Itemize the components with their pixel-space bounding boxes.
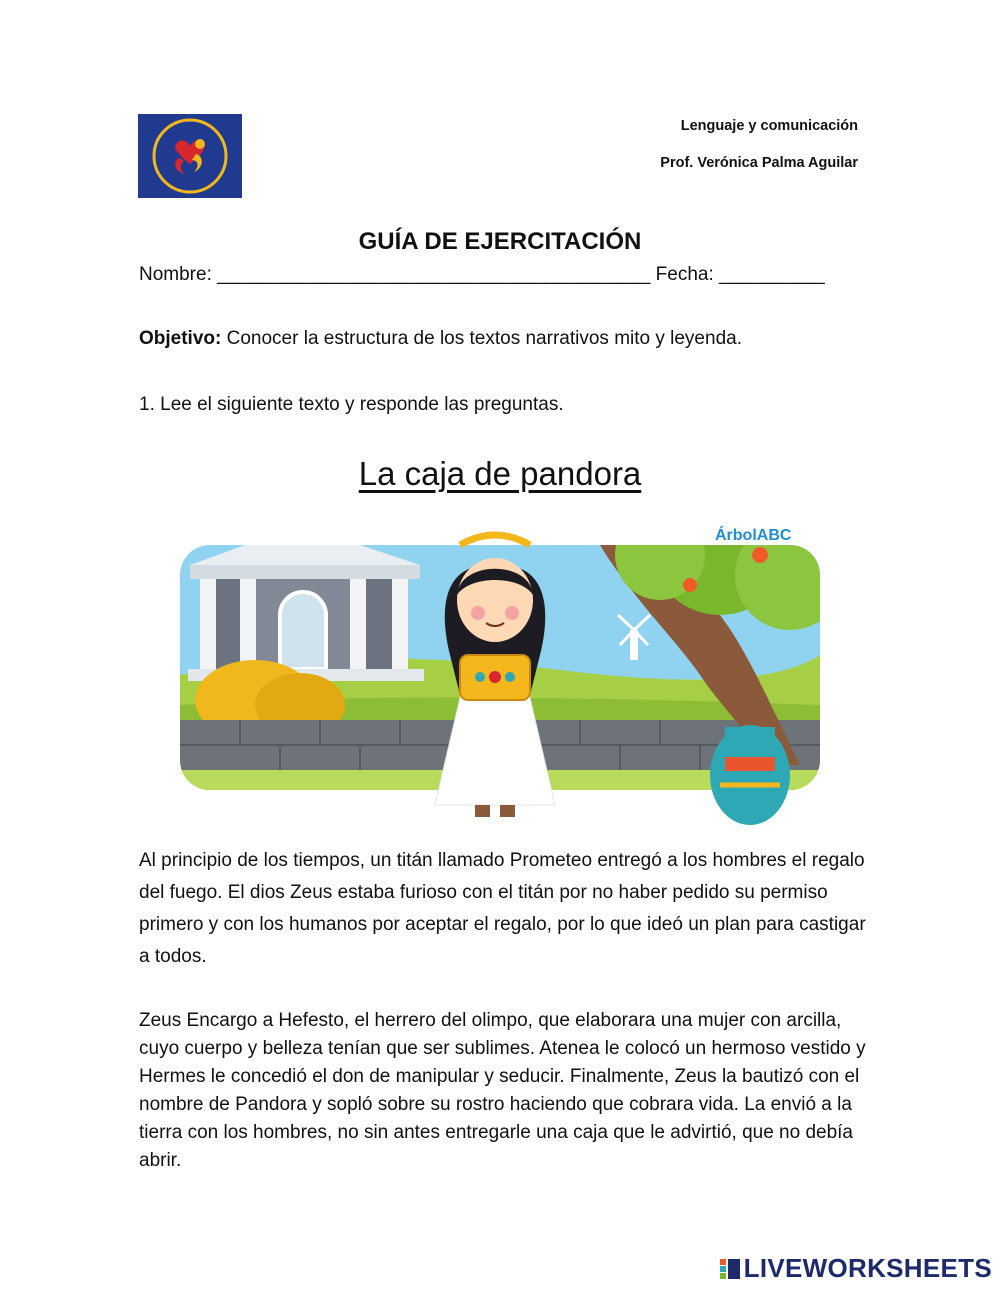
objective (139, 328, 742, 350)
story-paragraph-2: Zeus Encargo a Hefesto, el herrero del olimpo, que elaborara una mujer con arcilla, cuyo cuerpo y belleza tenían que ser sublimes. Atenea le colocó un hermoso vestido y Hermes le concedió el don de manipular y seducir. Finalmente, Zeus la bautizó con el nombre de Pandora y sopló sobre su rostro haciendo que cobrara vida. La envió a la tierra con los hombres, no sin antes entregarle una caja que le advirtió, que no debía abrir. (139, 1010, 866, 1171)
story-paragraph-1: Al principio de los tiempos, un titán llamado Prometeo entregó a los hombres el regalo del fuego. El dios Zeus estaba furioso con el titán por no haber pedido su permiso primero y con los humanos por aceptar el regalo, por lo que ideó un plan para castigar a todos. (139, 850, 866, 967)
name-blank[interactable]: _________________________________________ (217, 264, 651, 285)
watermark (719, 1253, 992, 1284)
liveworksheets-icon (719, 1257, 741, 1281)
name-date-line (139, 264, 825, 286)
name-label: Nombre: (139, 264, 212, 285)
date-blank[interactable]: __________ (719, 264, 825, 285)
teacher-label: Prof. Verónica Palma Aguilar (660, 155, 858, 171)
date-label: Fecha: (655, 264, 714, 285)
school-logo (138, 114, 242, 198)
objective-text: Conocer la estructura de los textos narrativos mito y leyenda. (221, 328, 742, 349)
instruction: 1. Lee el siguiente texto y responde las preguntas. (139, 394, 564, 415)
objective-label: Objetivo: (139, 328, 222, 349)
image-brand: ÁrbolABC (715, 527, 792, 544)
watermark-text: LIVEWORKSHEETS (743, 1253, 992, 1283)
story-title: La caja de pandora (358, 455, 642, 492)
guide-title: GUÍA DE EJERCITACIÓN (358, 228, 642, 255)
pandora-illustration (160, 505, 840, 840)
subject-label: Lenguaje y comunicación (680, 118, 858, 134)
